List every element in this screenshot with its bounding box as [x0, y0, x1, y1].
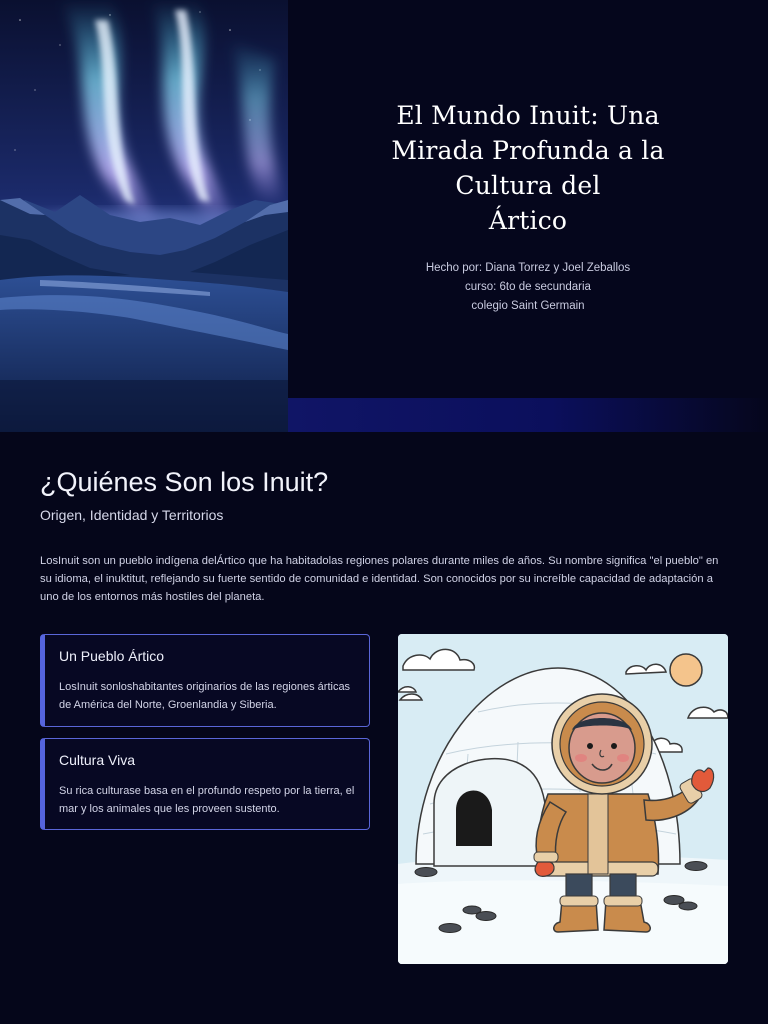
credit-school: colegio Saint Germain: [471, 300, 585, 312]
aurora-landscape-image: [0, 0, 288, 432]
slide-heading: ¿Quiénes Son los Inuit?: [40, 467, 329, 497]
card-title: Un Pueblo Ártico: [59, 648, 165, 664]
intro-paragraph: LosInuit son un pueblo indígena delÁrtico que ha habitadolas regiones polares durante miles de años. Su nombre significa "el pueblo" en su idioma, el inuktitut, reflejando su fuerte sentido de comunidad e identidad. Son conocidos por su increíble capacidad de adaptación a uno de los entornos más hostiles del planeta.: [40, 555, 719, 603]
slide-subtitle: Origen, Identidad y Territorios: [40, 507, 224, 523]
info-card-living-culture: [40, 738, 370, 830]
credit-course: curso: 6to de secundaria: [465, 281, 591, 293]
card-title: Cultura Viva: [59, 752, 136, 768]
who-are-inuit-slide: [0, 432, 768, 1024]
card-text: LosInuit sonloshabitantes originarios de las regiones árticas de América del Norte, Groenlandia y Siberia.: [59, 681, 351, 711]
title-line: Cultura del: [455, 171, 601, 200]
title-line: Ártico: [488, 206, 568, 235]
title-line: Mirada Profunda a la: [391, 136, 665, 165]
card-text: Su rica culturase basa en el profundo respeto por la tierra, el mar y los animales que les proveen sustento.: [59, 785, 355, 815]
title-slide: [0, 0, 768, 432]
credit-authors: Hecho por: Diana Torrez y Joel Zeballos: [425, 262, 631, 274]
credits: [348, 259, 708, 316]
title-line: El Mundo Inuit: Una: [396, 101, 660, 130]
decorative-band: [288, 398, 768, 432]
presentation-title: [348, 98, 708, 238]
inuit-igloo-illustration: [398, 634, 728, 964]
title-block: [288, 0, 768, 400]
info-card-arctic-people: [40, 634, 370, 727]
